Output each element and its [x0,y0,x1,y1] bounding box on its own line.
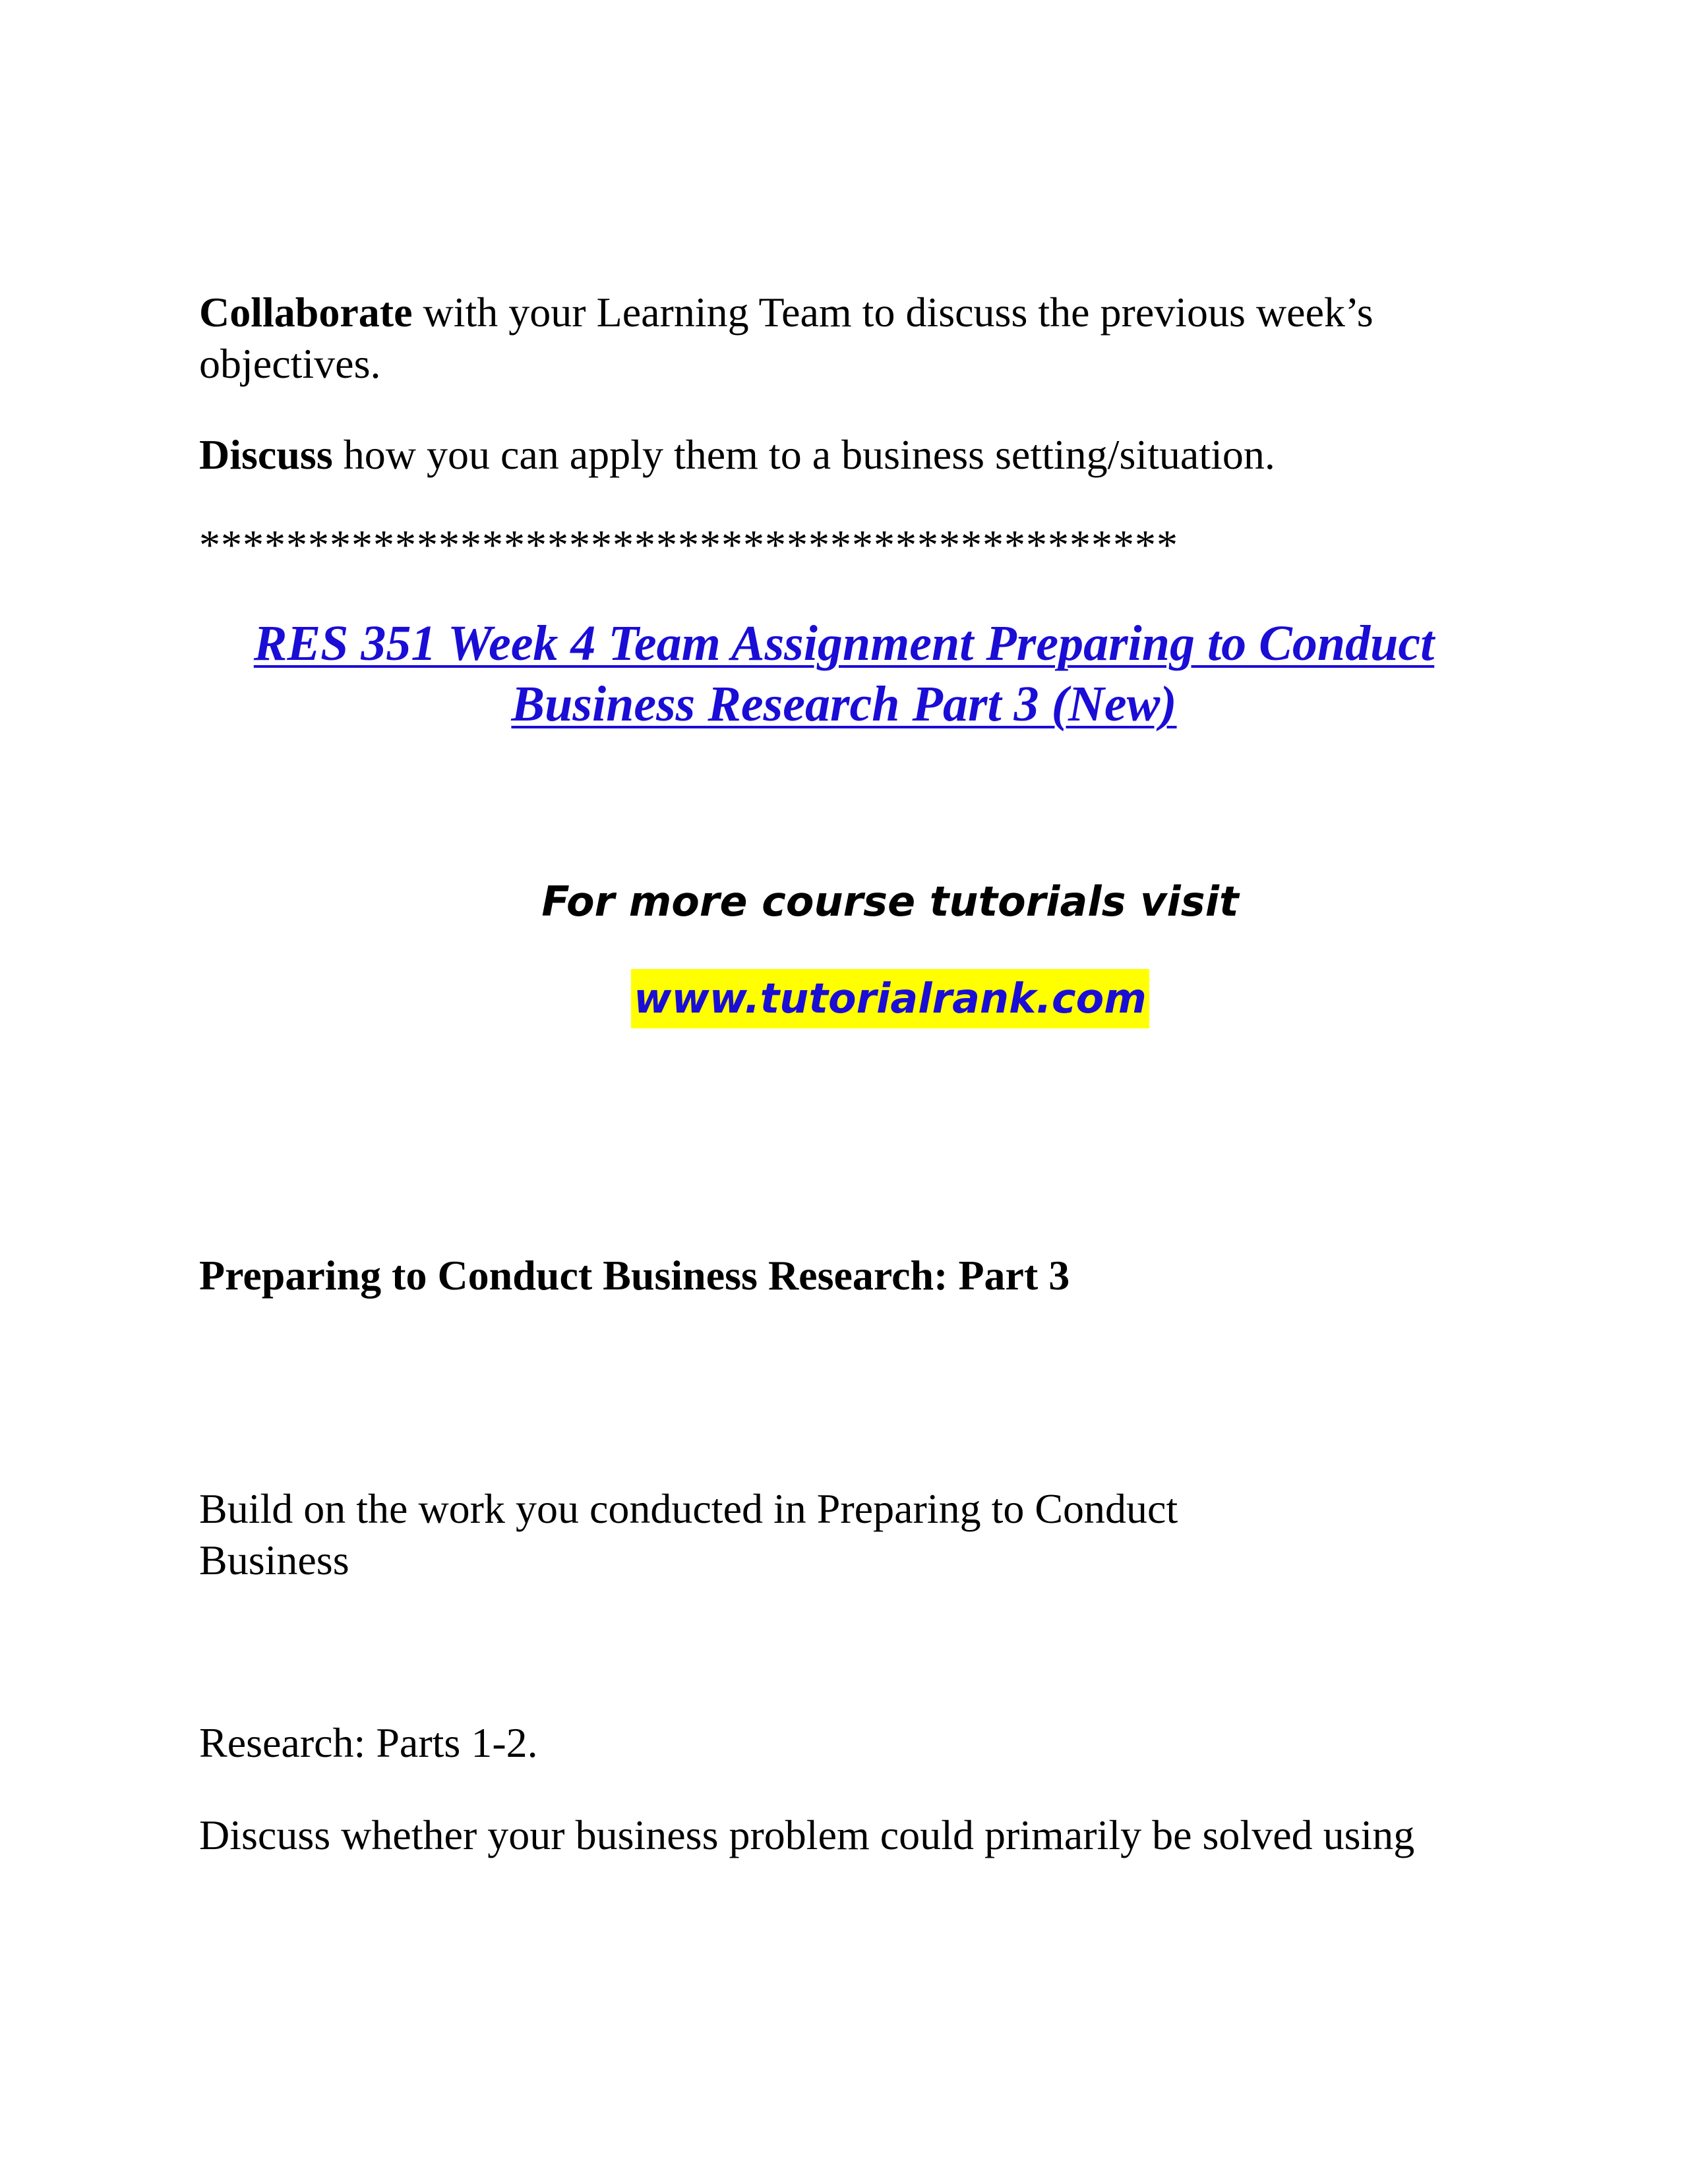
build-on-paragraph: Build on the work you conducted in Preparing to Conduct Business [199,1485,1178,1583]
section-heading: Preparing to Conduct Business Research: Part 3 [199,1252,1070,1299]
promo-url-line [0,969,1688,1028]
asterisk-separator: ********************************************* [199,521,1178,568]
research-parts-paragraph: Research: Parts 1-2. [199,1719,538,1766]
discuss-whether-paragraph: Discuss whether your business problem could primarily be solved using [199,1812,1415,1858]
discuss-bold-word: Discuss [199,431,333,478]
collaborate-text: with your Learning Team to discuss the previous week’s objectives. [199,289,1373,387]
collaborate-bold-word: Collaborate [199,289,413,336]
promo-visit-text: For more course tutorials visit [541,877,1239,926]
collaborate-paragraph [199,287,1492,390]
discuss-paragraph [199,429,1452,481]
assignment-title-link[interactable]: RES 351 Week 4 Team Assignment Preparing to Conduct Business Research Part 3 (New) [253,616,1435,732]
promo-url-link[interactable]: www.tutorialrank.com [631,969,1149,1028]
discuss-text: how you can apply them to a business setting/situation. [332,431,1275,478]
